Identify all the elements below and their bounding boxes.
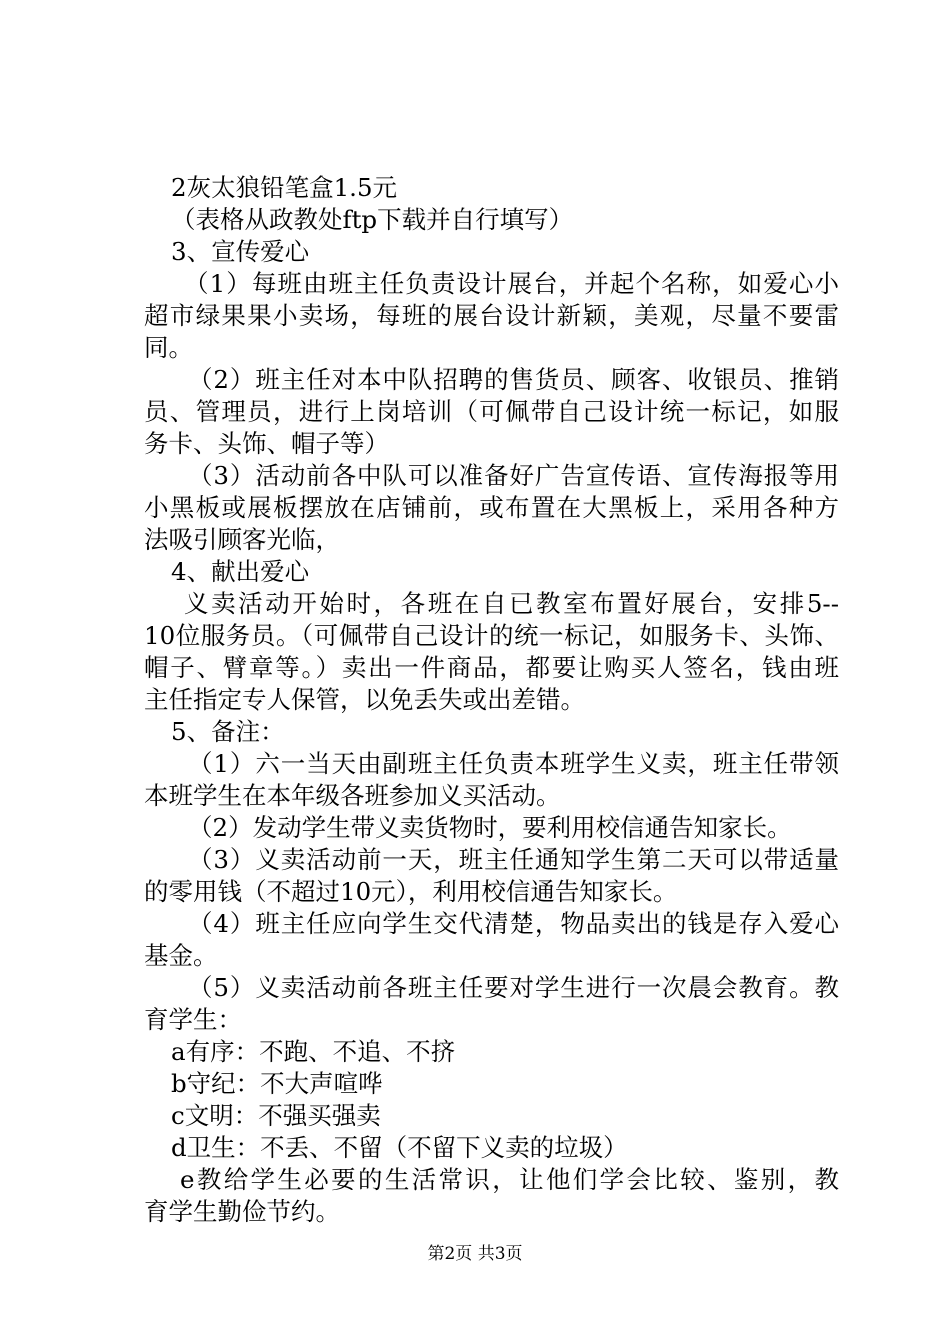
text-line: 超市绿果果小卖场，每班的展台设计新颖，美观，尽量不要雷 <box>144 301 839 330</box>
text-line: 同。 <box>144 333 193 362</box>
text-line: （1）每班由班主任负责设计展台，并起个名称，如爱心小 <box>184 269 839 298</box>
text-line: 小黑板或展板摆放在店铺前，或布置在大黑板上，采用各种方 <box>144 493 839 522</box>
text-line: 主任指定专人保管，以免丢失或出差错。 <box>144 685 585 714</box>
page-footer <box>0 1243 950 1265</box>
text-line: （2）班主任对本中队招聘的售货员、顾客、收银员、推销 <box>188 365 839 394</box>
section-heading-give-love: 4、献出爱心 <box>171 557 310 586</box>
list-item-education: e教给学生必要的生活常识，让他们学会比较、鉴别，教 <box>180 1165 839 1194</box>
text-line-form-note: （表格从政教处ftp下载并自行填写） <box>171 205 574 234</box>
text-line: （1）六一当天由副班主任负责本班学生义卖，班主任带领 <box>188 749 839 778</box>
list-item-discipline: b守纪：不大声喧哗 <box>171 1069 383 1098</box>
text-line: 10位服务员。（可佩带自己设计的统一标记，如服务卡、头饰、 <box>144 621 839 650</box>
text-line-price-item: 2灰太狼铅笔盒1.5元 <box>171 173 398 202</box>
text-line: （4）班主任应向学生交代清楚，物品卖出的钱是存入爱心 <box>188 909 839 938</box>
section-heading-notes: 5、备注： <box>171 717 285 746</box>
list-item-hygiene: d卫生：不丢、不留（不留下义卖的垃圾） <box>171 1133 628 1162</box>
text-line: （3）活动前各中队可以准备好广告宣传语、宣传海报等用 <box>188 461 839 490</box>
list-item-civility: c文明：不强买强卖 <box>171 1101 381 1130</box>
text-line: （3）义卖活动前一天，班主任通知学生第二天可以带适量 <box>188 845 839 874</box>
text-line: （5）义卖活动前各班主任要对学生进行一次晨会教育。教 <box>188 973 839 1002</box>
document-body <box>144 172 839 1228</box>
text-line: 基金。 <box>144 941 218 970</box>
text-line: 帽子、臂章等。）卖出一件商品，都要让购买人签名，钱由班 <box>144 653 839 682</box>
text-line: 育学生勤俭节约。 <box>144 1197 340 1226</box>
text-line: 育学生： <box>144 1005 242 1034</box>
text-line: 本班学生在本年级各班参加义买活动。 <box>144 781 561 810</box>
text-line: 务卡、头饰、帽子等） <box>144 429 389 458</box>
text-line: 的零用钱（不超过10元），利用校信通告知家长。 <box>144 877 678 906</box>
list-item-order: a有序：不跑、不追、不挤 <box>171 1037 456 1066</box>
text-line: 员、管理员，进行上岗培训（可佩带自己设计统一标记，如服 <box>144 397 839 426</box>
section-heading-promote-love: 3、宣传爱心 <box>171 237 310 266</box>
text-line: 法吸引顾客光临， <box>144 525 340 554</box>
text-line: 义卖活动开始时，各班在自已教室布置好展台，安排5-- <box>184 589 839 618</box>
page-number-label: 第2页 共3页 <box>427 1244 523 1264</box>
text-line: （2）发动学生带义卖货物时，要利用校信通告知家长。 <box>188 813 792 842</box>
